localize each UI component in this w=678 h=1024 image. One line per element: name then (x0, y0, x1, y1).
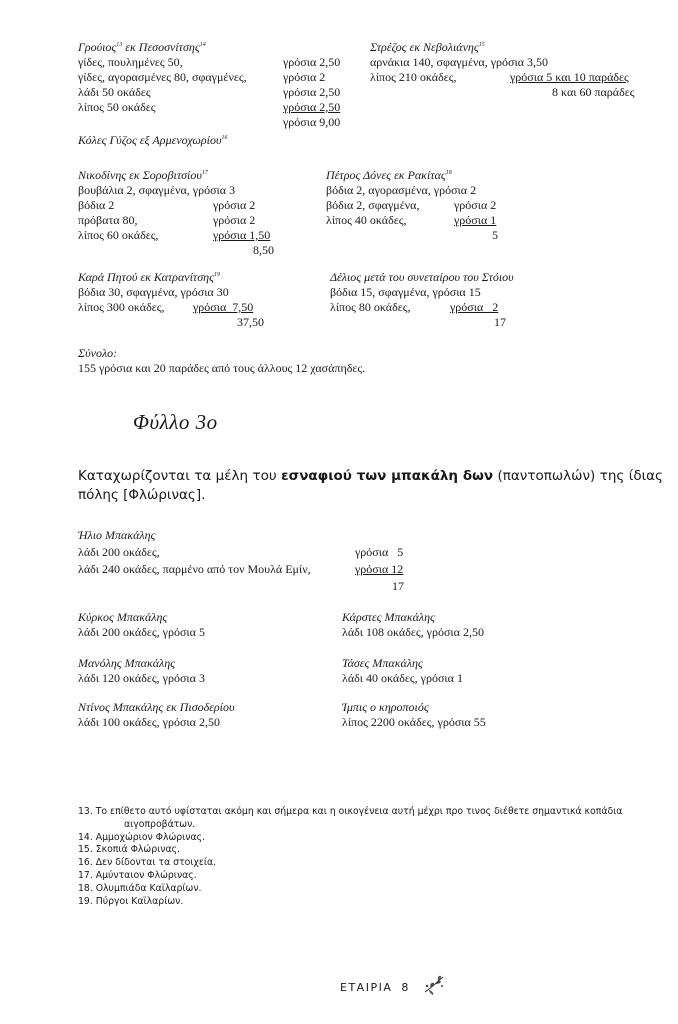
entry-koles-gyzos: Κόλες Γύζος εξ Αρμενοχωρίου$^{16}$ (78, 133, 228, 147)
entry-title: Μανόλης Μπακάλης (78, 656, 176, 670)
entry-total: 17 (494, 315, 506, 329)
entry-total: 8 και 60 παράδες (552, 85, 635, 99)
entry-title: Γρούιος$^{13}$ εκ Πεσοσνίτσης$^{14}$ (78, 40, 206, 54)
entry-line: πρόβατα 80, γρόσια 2 (78, 213, 256, 227)
entry-line: λάδι 100 οκάδες, γρόσια 2,50 (78, 715, 220, 729)
entry-total: γρόσια 9,00 (283, 115, 341, 129)
entry-line: λίπος 40 οκάδες, γρόσια 1 (326, 213, 497, 227)
entry-kara-pitou (78, 270, 298, 330)
entry-title: Ντίνος Μπακάλης εκ Πισοδερίου (78, 700, 235, 714)
entry-petros-dones (326, 168, 526, 243)
entry-line: λίπος 210 οκάδες, γρόσια 5 και 10 παράδες (370, 70, 629, 84)
entry-line: λάδι 40 οκάδες, γρόσια 1 (342, 671, 463, 685)
summary-text: 155 γρόσια και 20 παράδες από τους άλλους 12 χασάπηδες. (78, 361, 366, 375)
entry-title: Ήλιο Μπακάλης (78, 528, 156, 542)
entry-line: λίπος 60 οκάδες, γρόσια 1,50 (78, 228, 271, 242)
grocer-karstes (342, 610, 484, 640)
entry-line: γίδες, αγορασμένες 80, σφαγμένες, γρόσια 2 (78, 70, 326, 84)
entry-line: βουβάλια 2, σφαγμένα, γρόσια 3 (78, 183, 236, 197)
footnote-16: 16. Δεν δίδονται τα στοιχεία. (78, 857, 217, 869)
entry-line: λάδι 200 οκάδες, γρόσια 5 (78, 545, 404, 559)
entry-delios (330, 270, 560, 330)
entry-title: Δέλιος μετά του συνεταίρου του Στόιου (330, 270, 514, 284)
grocer-tases (342, 656, 463, 686)
footnote-13: 13. Το επίθετο αυτό υφίσταται ακόμη και σήμερα και η οικογένεια αυτή μέχρι προ τινος διέθετε σημαντικά κοπάδια (78, 806, 623, 817)
entry-grouios (78, 40, 353, 130)
entry-line: λάδι 50 οκάδες γρόσια 2,50 (78, 85, 341, 99)
sheet-title: Φύλλο 3ο (133, 410, 218, 434)
entry-line: βόδια 2, αγορασμένα, γρόσια 2 (326, 183, 477, 197)
footnote-14: 14. Αμμοχώριον Φλώρινας. (78, 831, 206, 843)
entry-title: Ίμπις ο κηροποιός (342, 700, 429, 714)
footer-label: ΕΤΑΙΡΙΑ (340, 981, 393, 994)
entry-title: Κύρκος Μπακάλης (78, 610, 168, 624)
intro-paragraph: Καταχωρίζονται τα μέλη του εσναφιού των μπακάλη δων (παντοπωλών) της ίδιας πόλης [Φλώρινας]. (78, 468, 663, 503)
grocer-impis (342, 700, 486, 730)
grocer-kyrkos (78, 610, 205, 640)
entry-total: 17 (392, 579, 404, 593)
entry-line: αρνάκια 140, σφαγμένα, γρόσια 3,50 (370, 55, 548, 69)
summary-label: Σύνολο: (78, 346, 118, 360)
footnote-18: 18. Ολυμπιάδα Καϊλαρίων. (78, 882, 202, 894)
entry-line: γίδες, πουλημένες 50, γρόσια 2,50 (78, 55, 341, 69)
footnote-19: 19. Πύργοι Καϊλαρίων. (78, 895, 184, 907)
summary (78, 346, 365, 376)
entry-title: Νικοδίνης εκ Σοροβιτσίου$^{17}$ (78, 168, 208, 182)
entry-title: Στρέζος εκ Νεβολιάνης$^{15}$ (370, 40, 485, 54)
entry-total: 37,50 (237, 315, 264, 329)
entry-title: Κάρστες Μπακάλης (342, 610, 435, 624)
entry-line: λάδι 120 οκάδες, γρόσια 3 (78, 671, 205, 685)
entry-nikodinis (78, 168, 298, 258)
entry-line: λάδι 200 οκάδες, γρόσια 5 (78, 625, 205, 639)
entry-title: Τάσες Μπακάλης (342, 656, 423, 670)
entry-line: λίπος 50 οκάδες γρόσια 2,50 (78, 100, 341, 114)
entry-line: λάδι 108 οκάδες, γρόσια 2,50 (342, 625, 484, 639)
footnote-15: 15. Σκοπιά Φλώρινας. (78, 844, 180, 856)
entry-line: λίπος 2200 οκάδες, γρόσια 55 (342, 715, 486, 729)
footnote-17: 17. Αμύνταιον Φλώρινας. (78, 869, 197, 881)
entry-line: βόδια 15, σφαγμένα, γρόσια 15 (330, 285, 481, 299)
entry-total: 5 (492, 228, 498, 242)
entry-line: βόδια 2 γρόσια 2 (78, 198, 256, 212)
entry-line: λίπος 300 οκάδες, γρόσια 7,50 (78, 300, 254, 314)
page-number: 8 (401, 981, 410, 994)
entry-line: βόδια 30, σφαγμένα, γρόσια 30 (78, 285, 229, 299)
entry-line: λίπος 80 οκάδες, γρόσια 2 (330, 300, 499, 314)
footnotes (78, 806, 673, 908)
entry-line: βόδια 2, σφαγμένα, γρόσια 2 (326, 198, 497, 212)
footnote-13-cont: αιγοπροβάτων. (124, 818, 196, 830)
grocer-manolis (78, 656, 205, 686)
entry-title: Καρά Πητού εκ Κατρανίτσης$^{19}$ (78, 270, 220, 284)
entry-title: Πέτρος Δόνες εκ Ρακίτας$^{18}$ (326, 168, 452, 182)
grocer-ntinos (78, 700, 235, 730)
entry-total: 8,50 (253, 243, 274, 257)
page-footer (340, 980, 410, 995)
entry-line: λάδι 240 οκάδες, παρμένο από τον Μουλά Εμίν, γρόσια 12 (78, 562, 404, 576)
entry-strezos (370, 40, 650, 100)
leaf-sprig-icon (423, 974, 447, 996)
grocer-ilio (78, 528, 418, 594)
